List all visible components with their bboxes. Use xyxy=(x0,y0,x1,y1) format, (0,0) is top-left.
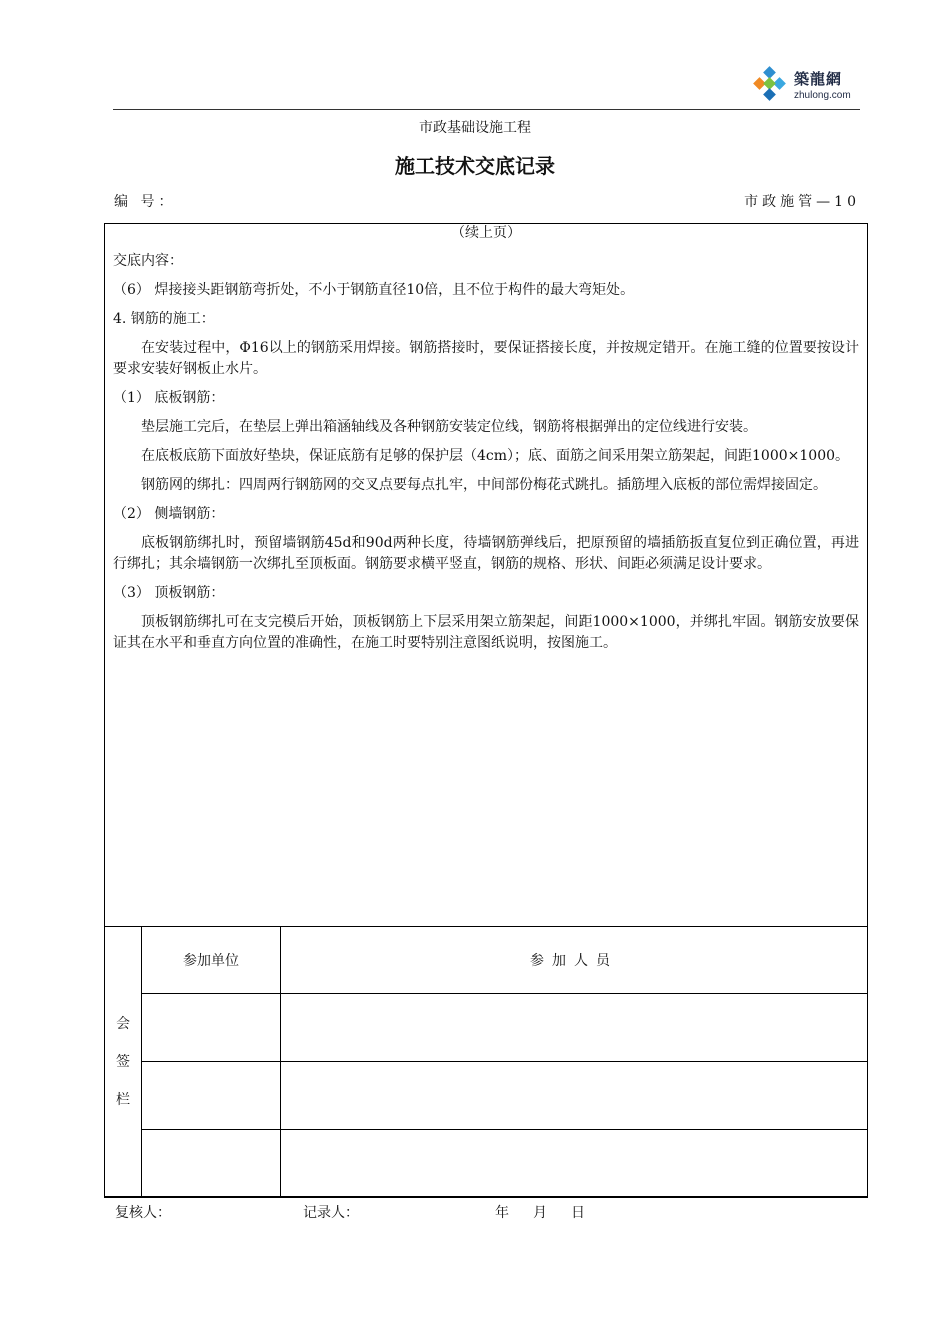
logo-name: 築龍網 xyxy=(794,70,843,88)
content-label: 交底内容： xyxy=(113,253,183,269)
unit-cell[interactable] xyxy=(142,994,281,1062)
date-field xyxy=(495,1202,585,1222)
paragraph-top-slab: 顶板钢筋绑扎可在支完模后开始，顶板钢筋上下层采用架立筋架起，间距1000×1000，并绑扎牢固。钢筋安放要保证其在水平和垂直方向位置的准确性，在施工时要特别注意图纸说明，按图施工。 xyxy=(113,614,859,651)
reviewer-label: 复核人： xyxy=(115,1205,171,1221)
continued-note: （续上页） xyxy=(451,225,521,241)
people-header: 参加人员 xyxy=(281,927,868,994)
sign-label-char: 栏 xyxy=(116,1092,130,1108)
document-subtitle: 市政基础设施工程 xyxy=(419,120,531,136)
section-top-slab: （3） 顶板钢筋： xyxy=(113,585,225,601)
paragraph-positioning-lines: 垫层施工完后，在垫层上弹出箱涵轴线及各种钢筋安装定位线，钢筋将根据弹出的定位线进行安装。 xyxy=(141,419,757,435)
paragraph-mesh-tying: 钢筋网的绑扎：四周两行钢筋网的交叉点要每点扎牢，中间部份梅花式跳扎。插筋埋入底板的部位需焊接固定。 xyxy=(141,477,827,493)
section-side-wall: （2） 侧墙钢筋： xyxy=(113,506,225,522)
form-code: 市政施管—10 xyxy=(744,194,860,210)
day-label: 日 xyxy=(571,1205,585,1221)
unit-cell[interactable] xyxy=(142,1062,281,1130)
sign-column-label xyxy=(105,927,142,1198)
zhulong-logo xyxy=(752,66,872,108)
zhulong-logo-icon xyxy=(752,66,790,106)
recorder-label: 记录人： xyxy=(303,1205,359,1221)
handover-content xyxy=(104,223,868,926)
paragraph-installation: 在安装过程中，Φ16以上的钢筋采用焊接。钢筋搭接时，要保证搭接长度，并按规定错开。在施工缝的位置要按设计要求安装好钢板止水片。 xyxy=(113,340,859,377)
document-title: 施工技术交底记录 xyxy=(395,154,555,178)
section-rebar-construction: 4. 钢筋的施工： xyxy=(113,311,215,327)
people-cell[interactable] xyxy=(281,1062,868,1130)
people-cell[interactable] xyxy=(281,1130,868,1198)
header-rule xyxy=(113,109,860,110)
signature-table xyxy=(104,926,868,1198)
paragraph-wall-bars: 底板钢筋绑扎时，预留墙钢筋45d和90d两种长度，待墙钢筋弹线后，把原预留的墙插筋扳直复位到正确位置，再进行绑扎；其余墙钢筋一次绑扎至顶板面。钢筋要求横平竖直，钢筋的规格、形状、间距必须满足设计要求。 xyxy=(113,535,859,572)
unit-header: 参加单位 xyxy=(142,927,281,994)
year-label: 年 xyxy=(495,1205,509,1221)
sign-label-char: 签 xyxy=(116,1054,130,1070)
month-label: 月 xyxy=(533,1205,547,1221)
section-bottom-slab: （1） 底板钢筋： xyxy=(113,390,225,406)
logo-url: zhulong.com xyxy=(794,90,851,101)
number-label: 编 号： xyxy=(114,194,177,210)
paragraph-cover-blocks: 在底板底筋下面放好垫块，保证底筋有足够的保护层（4cm）；底、面筋之间采用架立筋架起，间距1000×1000。 xyxy=(141,448,850,464)
people-cell[interactable] xyxy=(281,994,868,1062)
sign-label-char: 会 xyxy=(116,1016,130,1032)
paragraph-weld-joint: （6） 焊接接头距钢筋弯折处，不小于钢筋直径10倍，且不位于构件的最大弯矩处。 xyxy=(113,282,635,298)
unit-cell[interactable] xyxy=(142,1130,281,1198)
